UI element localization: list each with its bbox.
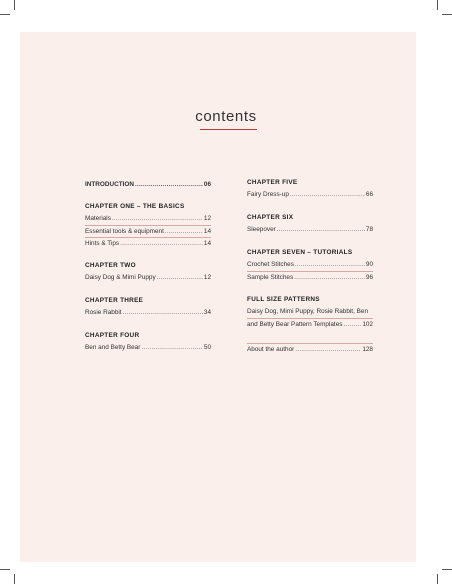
toc-entry-label: Rosie Rabbit [85,309,122,316]
chapter-heading: CHAPTER FIVE [247,179,298,186]
toc-entry-page: 128 [362,346,373,353]
leader-dots [112,213,203,225]
chapter-heading: CHAPTER SIX [247,214,294,221]
toc-entry-page: 06 [203,181,211,188]
chapter-heading: CHAPTER THREE [85,297,144,304]
crop-mark [0,569,10,570]
leader-dots [294,272,365,284]
crop-mark [437,0,438,10]
toc-entry-page: 14 [203,240,211,247]
toc-group [247,214,373,236]
toc-entry[interactable] [85,213,211,225]
leader-dots [157,272,203,284]
title-underline [200,129,257,130]
toc-group [247,179,373,201]
crop-mark [14,574,15,584]
toc-entry-label: Daisy Dog & Mimi Puppy [85,274,156,281]
toc-entry[interactable] [247,318,373,330]
toc-group [247,296,373,330]
leader-dots [165,226,203,238]
chapter-heading: CHAPTER SEVEN – TUTORIALS [247,249,353,256]
leader-dots [277,224,365,236]
toc-group-about [247,343,373,355]
toc-group [85,297,211,319]
toc-group [247,249,373,283]
toc-entry-page: 102 [362,321,373,328]
toc-group-introduction [85,179,211,191]
leader-dots [135,179,203,191]
toc-entry-label: Sample Stitches [247,274,294,281]
toc-entry-page: 14 [203,228,211,235]
leader-dots [141,342,202,354]
toc-entry[interactable] [85,225,211,237]
toc-entry-label: Essential tools & equipment [85,228,164,235]
toc-entry-page: 12 [203,215,211,222]
toc-entry[interactable] [85,179,211,191]
chapter-heading: FULL SIZE PATTERNS [247,296,320,303]
crop-mark [442,14,452,15]
crop-mark [437,574,438,584]
leader-dots [123,307,203,319]
toc-group [85,262,211,284]
toc-right-column [247,179,373,368]
toc-entry-label: Materials [85,215,111,222]
toc-entry-page: 66 [365,191,373,198]
toc-entry-label: and Betty Bear Pattern Templates [247,321,343,328]
toc-entry[interactable] [85,342,211,354]
toc-entry-page: 34 [203,309,211,316]
toc-group [85,203,211,249]
toc-entry[interactable] [85,272,211,284]
toc-entry[interactable] [247,306,373,318]
chapter-heading: CHAPTER ONE – THE BASICS [85,203,185,210]
leader-dots [120,238,203,250]
toc-entry[interactable] [247,259,373,271]
toc-entry[interactable] [85,307,211,319]
toc-entry-page: 12 [203,274,211,281]
toc-group [85,332,211,354]
leader-dots [290,189,365,201]
toc-entry[interactable] [85,237,211,249]
chapter-heading: CHAPTER FOUR [85,332,140,339]
toc-entry-label: Sleepover [247,226,276,233]
toc-entry[interactable] [247,189,373,201]
crop-mark [0,14,10,15]
toc-entry-label: Daisy Dog, Mimi Puppy, Rosie Rabbit, Ben [247,308,368,315]
toc-entry-label: Fairy Dress-up [247,191,289,198]
leader-dots [295,344,361,356]
toc-entry-page: 90 [365,261,373,268]
toc-entry[interactable] [247,224,373,236]
toc-entry-label: INTRODUCTION [85,181,134,188]
toc-entry[interactable] [247,343,373,355]
leader-dots [295,259,365,271]
toc-left-column [85,179,211,367]
crop-mark [442,569,452,570]
toc-entry-label: About the author [247,346,295,353]
crop-mark [14,0,15,10]
toc-entry[interactable] [247,271,373,283]
leader-dots [343,319,361,331]
toc-entry-label: Crochet Stitches [247,261,294,268]
toc-entry-page: 96 [365,274,373,281]
toc-entry-label: Hints & Tips [85,240,120,247]
toc-entry-label: Ben and Betty Bear [85,344,141,351]
title-block [0,108,452,126]
toc-entry-page: 78 [365,226,373,233]
chapter-heading: CHAPTER TWO [85,262,136,269]
page-title: contents [195,108,257,125]
toc-entry-page: 50 [203,344,211,351]
